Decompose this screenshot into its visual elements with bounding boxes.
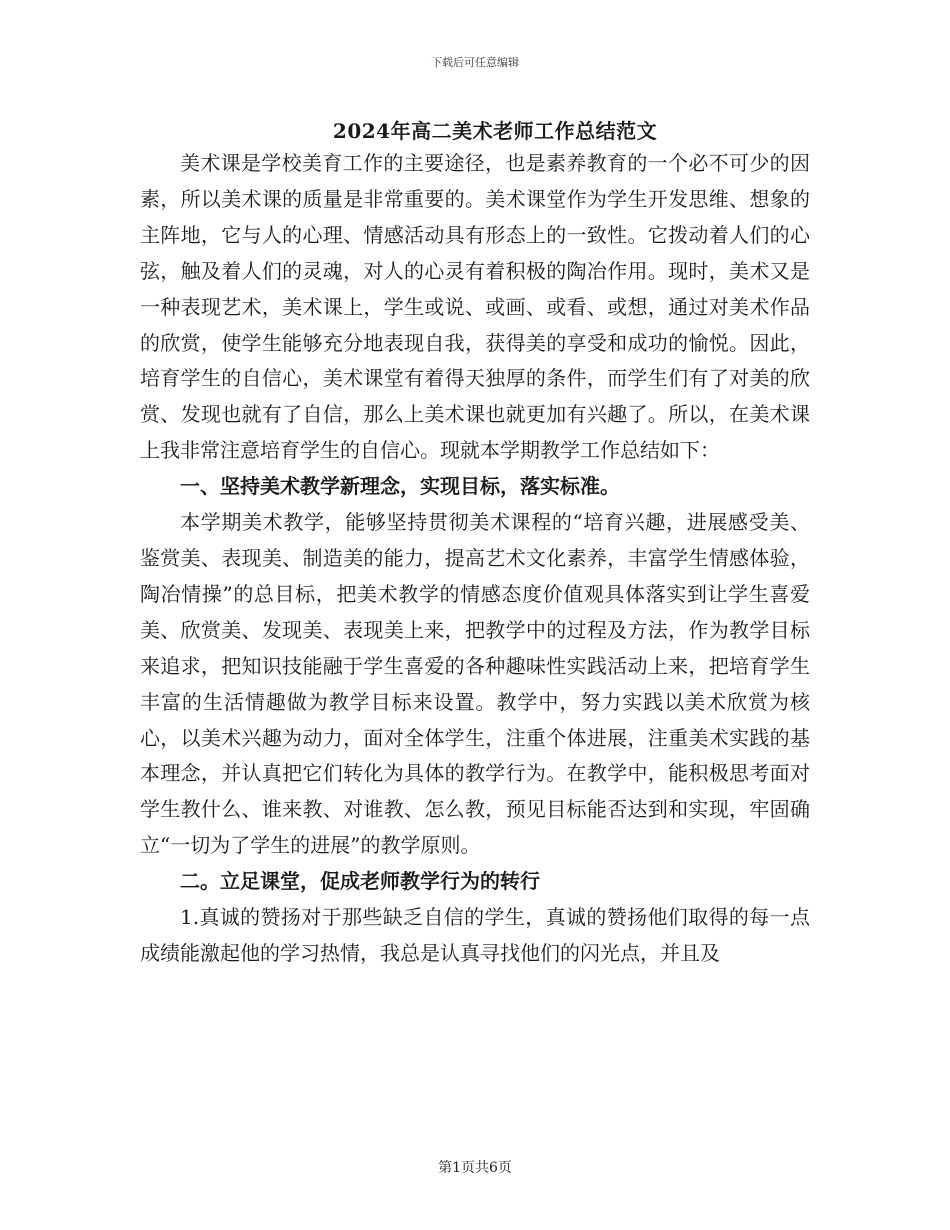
section-1-heading: 一、坚持美术教学新理念，实现目标，落实标准。 bbox=[180, 474, 620, 499]
document-title: 2024年高二美术老师工作总结范文 bbox=[332, 119, 658, 143]
header-note: 下载后可任意编辑 bbox=[431, 56, 519, 69]
section-2-heading: 二。立足课堂，促成老师教学行为的转行 bbox=[180, 869, 540, 894]
page-footer: 第1页共6页 bbox=[438, 1160, 512, 1176]
intro-paragraph: 美术课是学校美育工作的主要途径，也是素养教育的一个必不可少的因素，所以美术课的质量是非常重要的。美术课堂作为学生开发思维、想象的主阵地，它与人的心理、情感活动具有形态上的一致性。它拨动着人们的心弦，触及着人们的灵魂，对人的心灵有着积极的陶冶作用。现时，美术又是一种表现艺术，美术课上，学生或说、或画、或看、或想，通过对美术作品的欣赏，使学生能够充分地表现自我，获得美的享受和成功的愉悦。因此，培育学生的自信心，美术课堂有着得天独厚的条件，而学生们有了对美的欣赏、发现也就有了自信，那么上美术课也就更加有兴趣了。所以，在美术课上我非常注意培育学生的自信心。现就本学期教学工作总结如下： bbox=[140, 151, 810, 463]
document-body bbox=[140, 146, 810, 972]
section-1-paragraph: 本学期美术教学，能够坚持贯彻美术课程的“培育兴趣，进展感受美、鉴赏美、表现美、制造美的能力，提高艺术文化素养，丰富学生情感体验，陶冶情操”的总目标，把美术教学的情感态度价值观具体落实到让学生喜爱美、欣赏美、发现美、表现美上来，把教学中的过程及方法，作为教学目标来追求，把知识技能融于学生喜爱的各种趣味性实践活动上来，把培育学生丰富的生活情趣做为教学目标来设置。教学中，努力实践以美术欣赏为核心，以美术兴趣为动力，面对全体学生，注重个体进展，注重美术实践的基本理念，并认真把它们转化为具体的教学行为。在教学中，能积极思考面对学生教什么、谁来教、对谁教、怎么教，预见目标能否达到和实现，牢固确立“一切为了学生的进展”的教学原则。 bbox=[140, 510, 810, 858]
section-2-item-1: 1.真诚的赞扬对于那些缺乏自信的学生，真诚的赞扬他们取得的每一点成绩能激起他的学习热情，我总是认真寻找他们的闪光点，并且及 bbox=[140, 905, 810, 965]
